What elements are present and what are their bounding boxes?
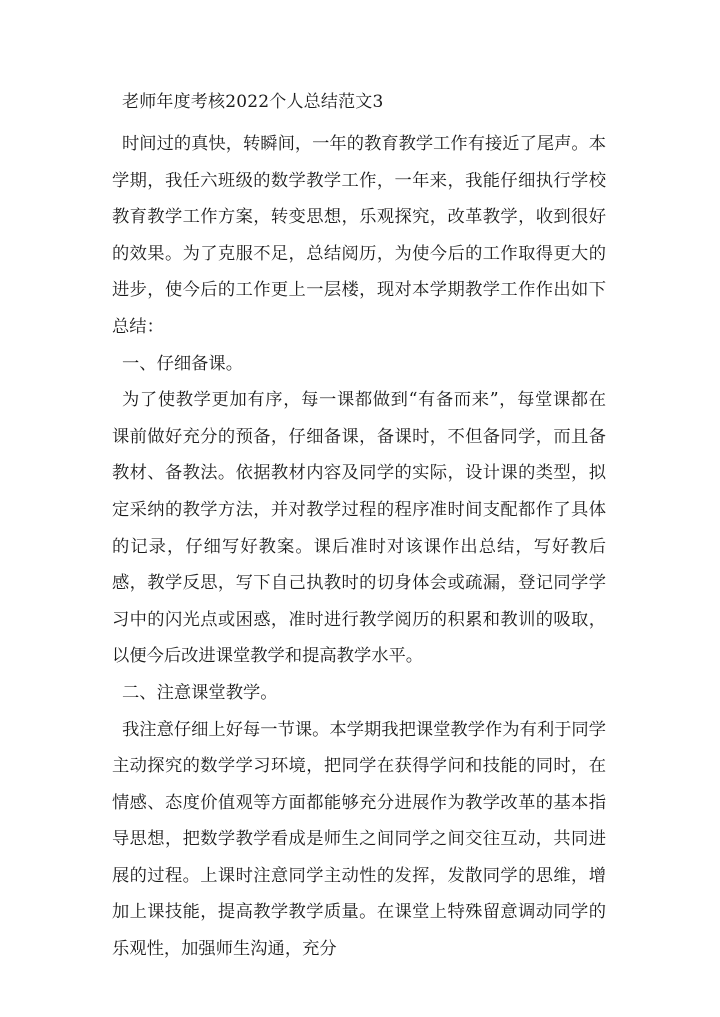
document-title: 老师年度考核2022个人总结范文3 xyxy=(122,92,384,112)
section-heading-2: 二、注意课堂教学。 xyxy=(122,682,278,703)
section-heading-1: 一、仔细备课。 xyxy=(122,353,243,374)
section-body-1: 为了使教学更加有序，每一课都做到“有备而来”，每堂课都在课前做好充分的预备，仔细备课，备课时，不但备同学，而且备教材、备教法。依据教材内容及同学的实际，设计课的类型，拟定采纳的教学方法，并对教学过程的程序准时间支配都作了具体的记录，仔细写好教案。课后准时对该课作出总结，写好教后感，教学反思，写下自己执教时的切身体会或疏漏，登记同学学习中的闪光点或困惑，准时进行教学阅历的积累和教训的吸取，以便今后改进课堂教学和提高教学水平。 xyxy=(112,390,606,667)
intro-paragraph: 时间过的真快，转瞬间，一年的教育教学工作有接近了尾声。本学期，我任六班级的数学教学工作，一年来，我能仔细执行学校教育教学工作方案，转变思想，乐观探究，改革教学，收到很好的效果。为了克服不足，总结阅历，为使今后的工作取得更大的进步，使今后的工作更上一层楼，现对本学期教学工作作出如下总结： xyxy=(112,134,606,337)
section-body-2: 我注意仔细上好每一节课。本学期我把课堂教学作为有利于同学主动探究的数学学习环境，把同学在获得学问和技能的同时，在情感、态度价值观等方面都能够充分进展作为教学改革的基本指导思想，把数学教学看成是师生之间同学之间交往互动，共同进展的过程。上课时注意同学主动性的发挥，发散同学的思维，增加上课技能，提高教学教学质量。在课堂上特殊留意调动同学的乐观性，加强师生沟通，充分 xyxy=(112,719,606,960)
document-body xyxy=(112,92,606,968)
